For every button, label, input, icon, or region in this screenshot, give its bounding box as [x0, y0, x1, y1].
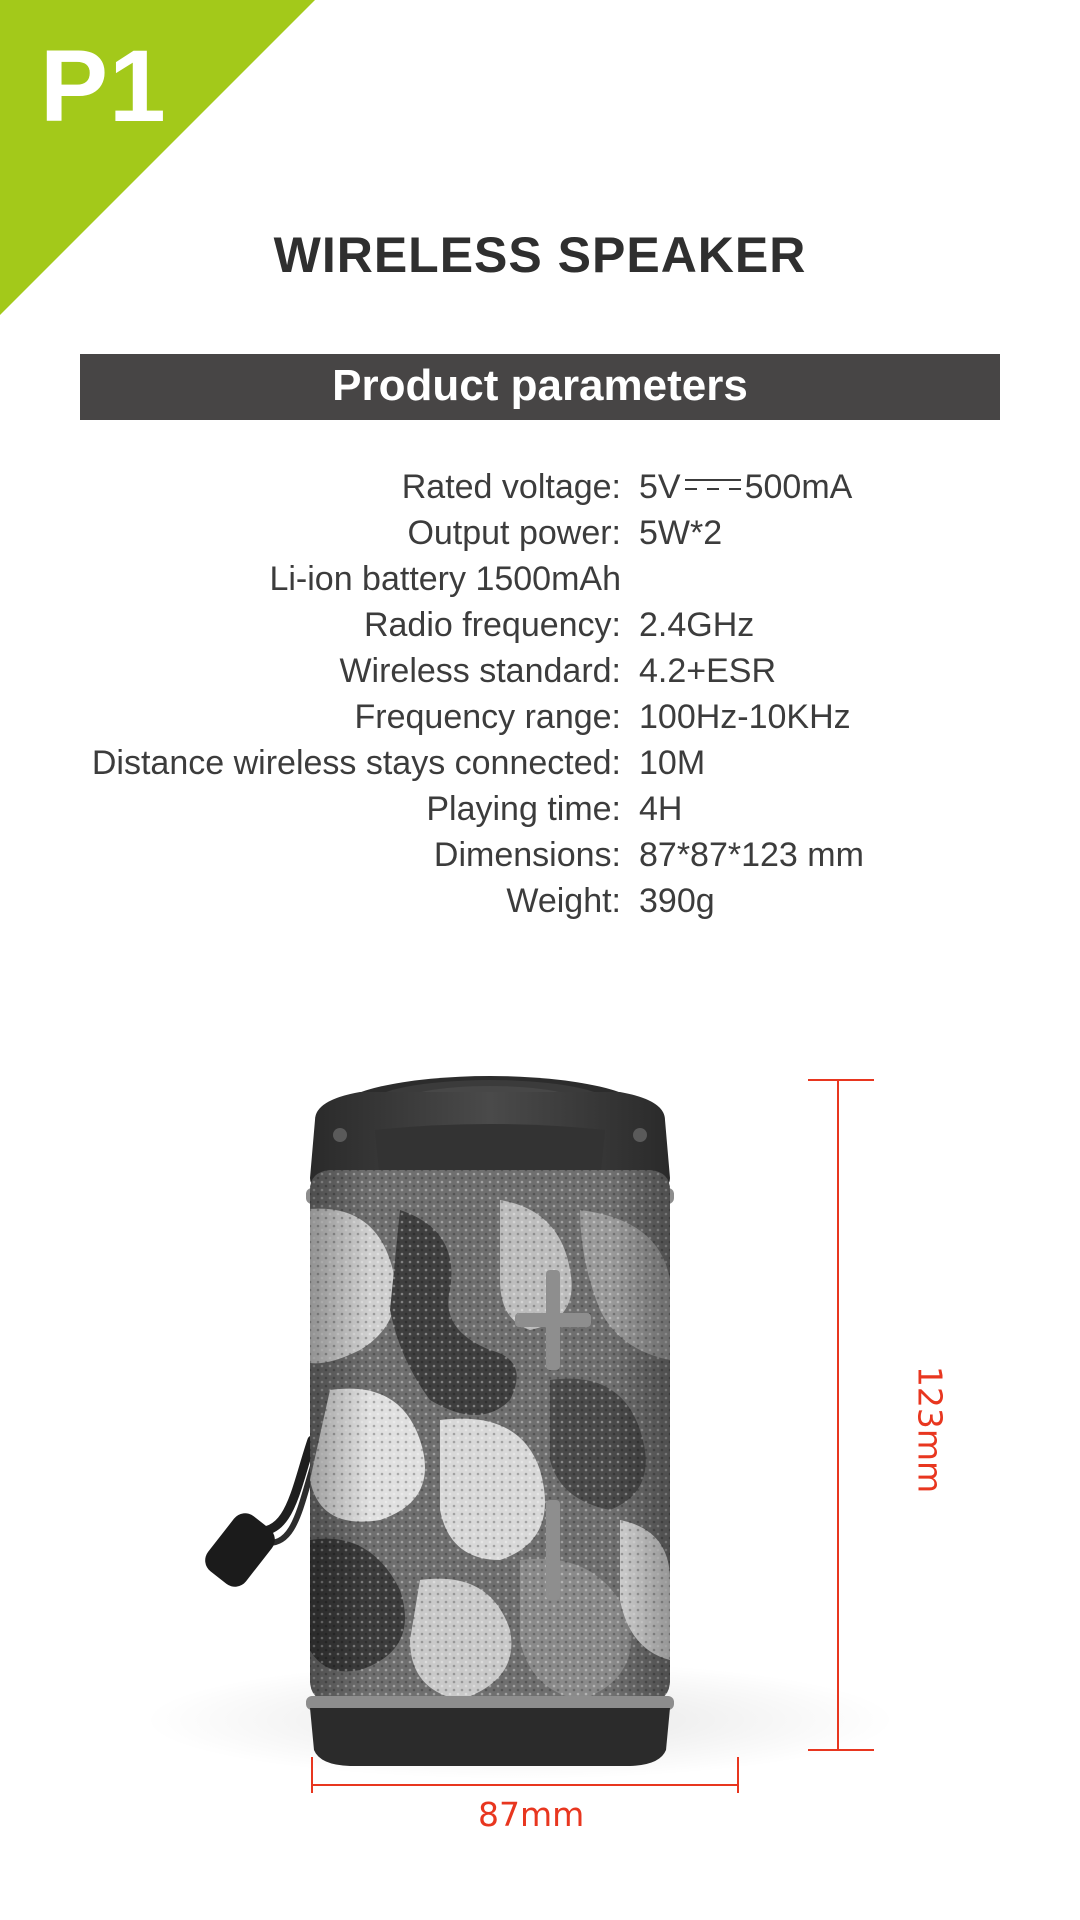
width-dimension-line	[300, 1755, 750, 1795]
spec-label: Dimensions:	[433, 836, 621, 874]
spec-label: Weight:	[506, 882, 621, 920]
spec-row-radio-frequency	[0, 602, 1080, 648]
spec-value: 2.4GHz	[639, 606, 755, 644]
spec-value: 4.2+ESR	[639, 652, 777, 690]
dc-current-icon	[685, 476, 741, 494]
spec-row-wireless-standard	[0, 648, 1080, 694]
spec-value: 4H	[639, 790, 683, 828]
width-dimension-label: 87mm	[478, 1795, 585, 1834]
spec-value: 100Hz-10KHz	[639, 698, 851, 736]
spec-row-battery	[0, 556, 1080, 602]
spec-value-voltage: 5V	[639, 468, 681, 506]
spec-label: Playing time:	[426, 790, 621, 828]
spec-list	[0, 464, 1080, 924]
page-title: WIRELESS SPEAKER	[273, 227, 807, 283]
spec-row-playing-time	[0, 786, 1080, 832]
spec-value	[639, 464, 852, 510]
spec-value: 390g	[639, 882, 715, 920]
corner-badge-label: P1	[40, 29, 167, 143]
section-banner: Product parameters	[80, 354, 1000, 420]
height-dimension-label: 123mm	[910, 1365, 950, 1494]
spec-label: Output power:	[407, 514, 621, 552]
spec-value: 10M	[639, 744, 706, 782]
spec-label: Rated voltage:	[401, 468, 621, 506]
spec-row-wireless-distance	[0, 740, 1080, 786]
spec-label: Frequency range:	[354, 698, 621, 736]
spec-value: 5W*2	[639, 514, 723, 552]
spec-row-weight	[0, 878, 1080, 924]
spec-label: Distance wireless stays connected:	[91, 744, 621, 782]
spec-row-dimensions	[0, 832, 1080, 878]
spec-label: Radio frequency:	[363, 606, 621, 644]
spec-value-current: 500mA	[744, 468, 853, 506]
spec-value: 87*87*123 mm	[639, 836, 864, 874]
spec-label: Wireless standard:	[339, 652, 621, 690]
spec-row-output-power	[0, 510, 1080, 556]
spec-label: Li-ion battery 1500mAh	[269, 560, 621, 598]
spec-row-rated-voltage	[0, 464, 1080, 510]
height-dimension-line	[806, 1075, 876, 1755]
speaker-product-image	[200, 1060, 780, 1780]
spec-row-frequency-range	[0, 694, 1080, 740]
